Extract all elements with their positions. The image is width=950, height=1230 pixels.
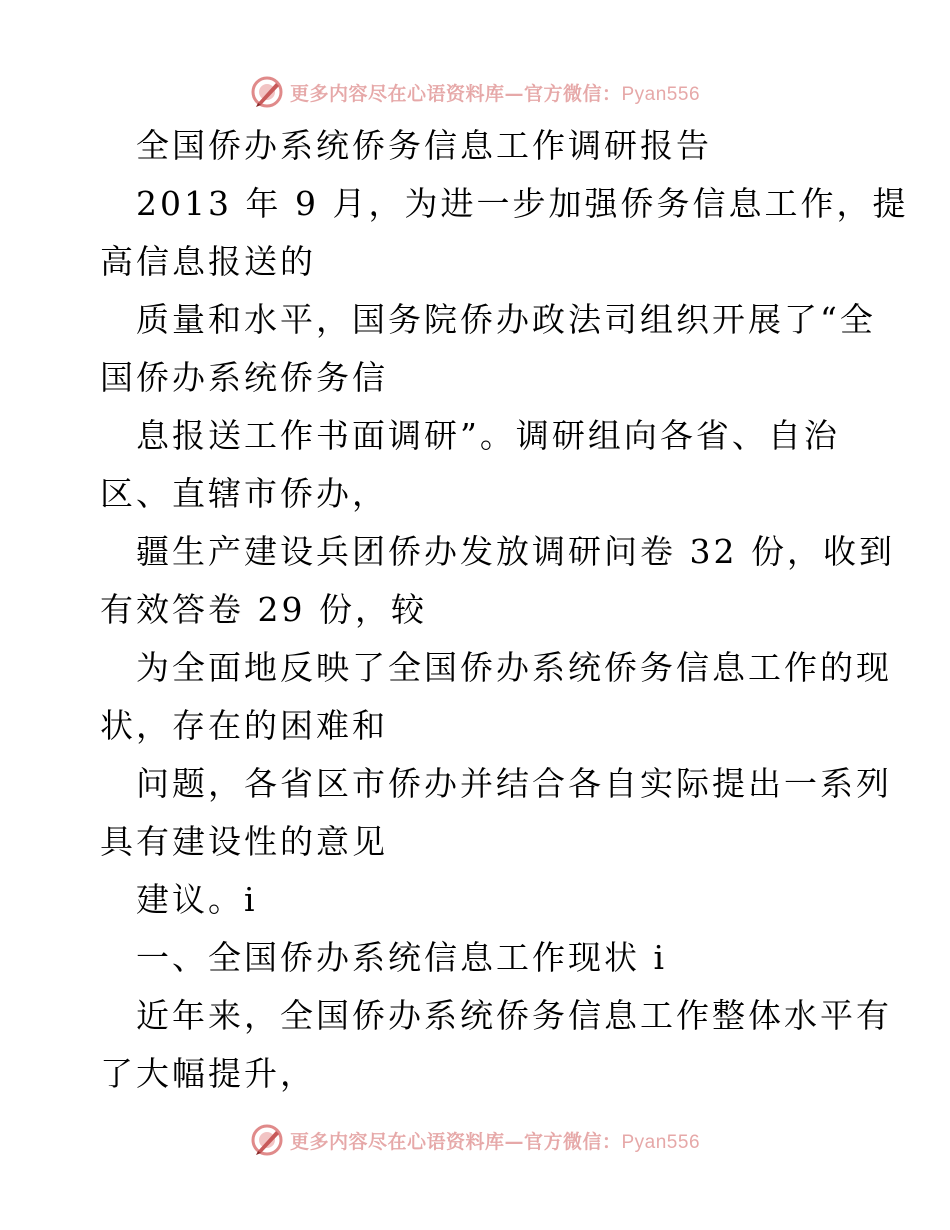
watermark-brand: Pyan556 — [621, 1131, 701, 1153]
pen-logo-icon — [250, 1123, 284, 1157]
paragraph-line: 建议。i — [136, 880, 258, 919]
paragraph-line: 近年来，全国侨办系统侨务信息工作整体水平有 — [136, 996, 892, 1035]
paragraph-line: 2013 年 9 月，为进一步加强侨务信息工作，提 — [136, 184, 909, 223]
paragraph-line: 区、直辖市侨办， — [100, 474, 388, 513]
watermark-text: 更多内容尽在心语资料库—官方微信：Pyan556 — [289, 1130, 701, 1153]
doc-title: 全国侨办系统侨务信息工作调研报告 — [136, 126, 712, 165]
paragraph-line: 高信息报送的 — [100, 242, 316, 281]
paragraph-line: 息报送工作书面调研”。调研组向各省、自治 — [136, 416, 840, 455]
paragraph-line: 国侨办系统侨务信 — [100, 358, 388, 397]
paragraph-line: 疆生产建设兵团侨办发放调研问卷 32 份，收到 — [136, 532, 895, 571]
watermark-brand: Pyan556 — [621, 83, 701, 105]
paragraph-line: 了大幅提升， — [100, 1054, 316, 1093]
paragraph-line: 状，存在的困难和 — [100, 706, 388, 745]
paragraph-line: 质量和水平，国务院侨办政法司组织开展了“全 — [136, 300, 876, 339]
paragraph-line: 具有建设性的意见 — [100, 822, 388, 861]
paragraph-line: 为全面地反映了全国侨办系统侨务信息工作的现 — [136, 648, 892, 687]
paragraph-line: 有效答卷 29 份，较 — [100, 590, 427, 629]
header-watermark — [0, 72, 950, 112]
section-heading: 一、全国侨办系统信息工作现状 i — [136, 938, 668, 977]
watermark-text: 更多内容尽在心语资料库—官方微信：Pyan556 — [289, 82, 701, 105]
footer-watermark — [0, 1120, 950, 1160]
pen-logo-icon — [250, 75, 284, 109]
paragraph-line: 问题，各省区市侨办并结合各自实际提出一系列 — [136, 764, 892, 803]
